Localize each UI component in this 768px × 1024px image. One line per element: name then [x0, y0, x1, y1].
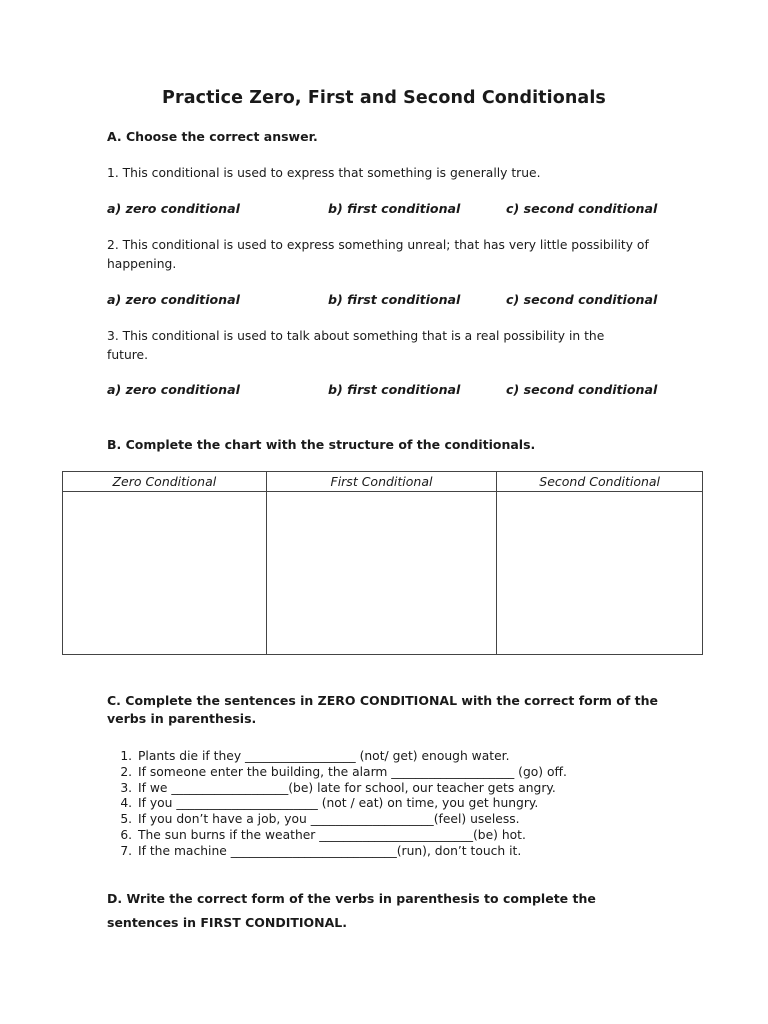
section-d-heading-line1: D. Write the correct form of the verbs in parenthesis to complete the [107, 891, 596, 906]
section-c-heading-line1: C. Complete the sentences in ZERO CONDITIONAL with the correct form of the [107, 693, 659, 708]
list-item: 7. If the machine ___________________________(run), don’t touch it. [136, 844, 567, 860]
section-b-heading: B. Complete the chart with the structure of the conditionals. [107, 437, 536, 452]
conditionals-chart [62, 471, 703, 655]
list-item: 1. Plants die if they __________________ (not/ get) enough water. [136, 749, 567, 765]
q1-option-b: b) first conditional [328, 201, 461, 216]
q2-option-c: c) second conditional [506, 292, 658, 307]
chart-header-second: Second Conditional [497, 472, 703, 492]
q2-option-a: a) zero conditional [107, 292, 240, 307]
question-2: 2. This conditional is used to express something unreal; that has very little possibility of happening. [107, 238, 649, 271]
q3-option-a: a) zero conditional [107, 382, 240, 397]
q1-option-c: c) second conditional [506, 201, 658, 216]
q1-option-a: a) zero conditional [107, 201, 240, 216]
q2-option-b: b) first conditional [328, 292, 461, 307]
q3-option-c: c) second conditional [506, 382, 658, 397]
zero-conditional-sentences [108, 749, 567, 860]
chart-cell-second[interactable] [497, 492, 703, 655]
list-item: 5. If you don’t have a job, you ____________________(feel) useless. [136, 812, 567, 828]
worksheet-title: Practice Zero, First and Second Conditionals [162, 88, 606, 108]
question-3: 3. This conditional is used to talk about something that is a real possibility in the future. [107, 329, 605, 362]
section-d-heading-line2: sentences in FIRST CONDITIONAL. [107, 915, 348, 930]
list-item: 3. If we ___________________(be) late for school, our teacher gets angry. [136, 781, 567, 797]
question-1: 1. This conditional is used to express that something is generally true. [107, 166, 541, 180]
list-item: 4. If you _______________________ (not / eat) on time, you get hungry. [136, 796, 567, 812]
chart-header-first: First Conditional [266, 472, 497, 492]
q3-option-b: b) first conditional [328, 382, 461, 397]
chart-header-zero: Zero Conditional [63, 472, 267, 492]
chart-cell-zero[interactable] [63, 492, 267, 655]
section-a-heading: A. Choose the correct answer. [107, 129, 318, 144]
list-item: 6. The sun burns if the weather _________________________(be) hot. [136, 828, 567, 844]
section-c-heading-line2: verbs in parenthesis. [107, 711, 257, 726]
chart-cell-first[interactable] [266, 492, 497, 655]
list-item: 2. If someone enter the building, the alarm ____________________ (go) off. [136, 765, 567, 781]
